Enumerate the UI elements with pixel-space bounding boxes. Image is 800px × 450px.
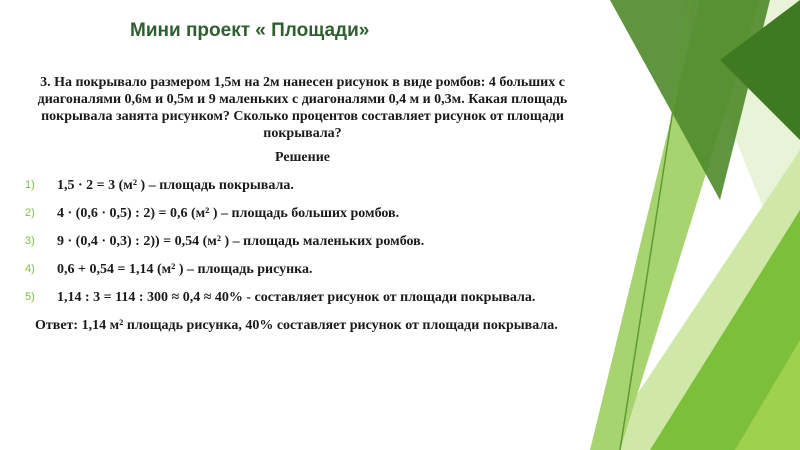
problem-statement: 3. На покрывало размером 1,5м на 2м нанесен рисунок в виде ромбов: 4 больших с диагоналями 0,6м и 0,5м и 9 маленьких с диагоналями 0,4 м и 0,3м. Какая площадь покрывала занята рисунком? Сколько процентов составляет рисунок от площади покрывала? [37, 75, 568, 141]
answer [35, 317, 570, 334]
solution-step [25, 205, 580, 222]
step-text: 9 · (0,4 · 0,3) : 2)) = 0,54 (м² ) – площадь маленьких ромбов. [57, 234, 425, 249]
answer-text: Ответ: 1,14 м² площадь рисунка, 40% составляет рисунок от площади покрывала. [35, 318, 558, 333]
step-number: 4) [25, 263, 35, 275]
solution-heading: Решение [275, 150, 330, 165]
step-text: 0,6 + 0,54 = 1,14 (м² ) – площадь рисунка. [57, 262, 313, 277]
step-number: 3) [25, 235, 35, 247]
slide-content [25, 74, 580, 334]
solution-steps [25, 177, 580, 306]
step-text: 4 · (0,6 · 0,5) : 2) = 0,6 (м² ) – площадь больших ромбов. [57, 206, 400, 221]
solution-step [25, 289, 580, 306]
step-text: 1,14 : 3 = 114 : 300 ≈ 0,4 ≈ 40% - составляет рисунок от площади покрывала. [57, 290, 536, 305]
solution-step [25, 233, 580, 250]
slide-title: Мини проект « Площади» [130, 20, 370, 41]
step-text: 1,5 · 2 = 3 (м² ) – площадь покрывала. [57, 178, 294, 193]
step-number: 5) [25, 291, 35, 303]
step-number: 1) [25, 179, 35, 191]
step-number: 2) [25, 207, 35, 219]
solution-step [25, 177, 580, 194]
solution-step [25, 261, 580, 278]
